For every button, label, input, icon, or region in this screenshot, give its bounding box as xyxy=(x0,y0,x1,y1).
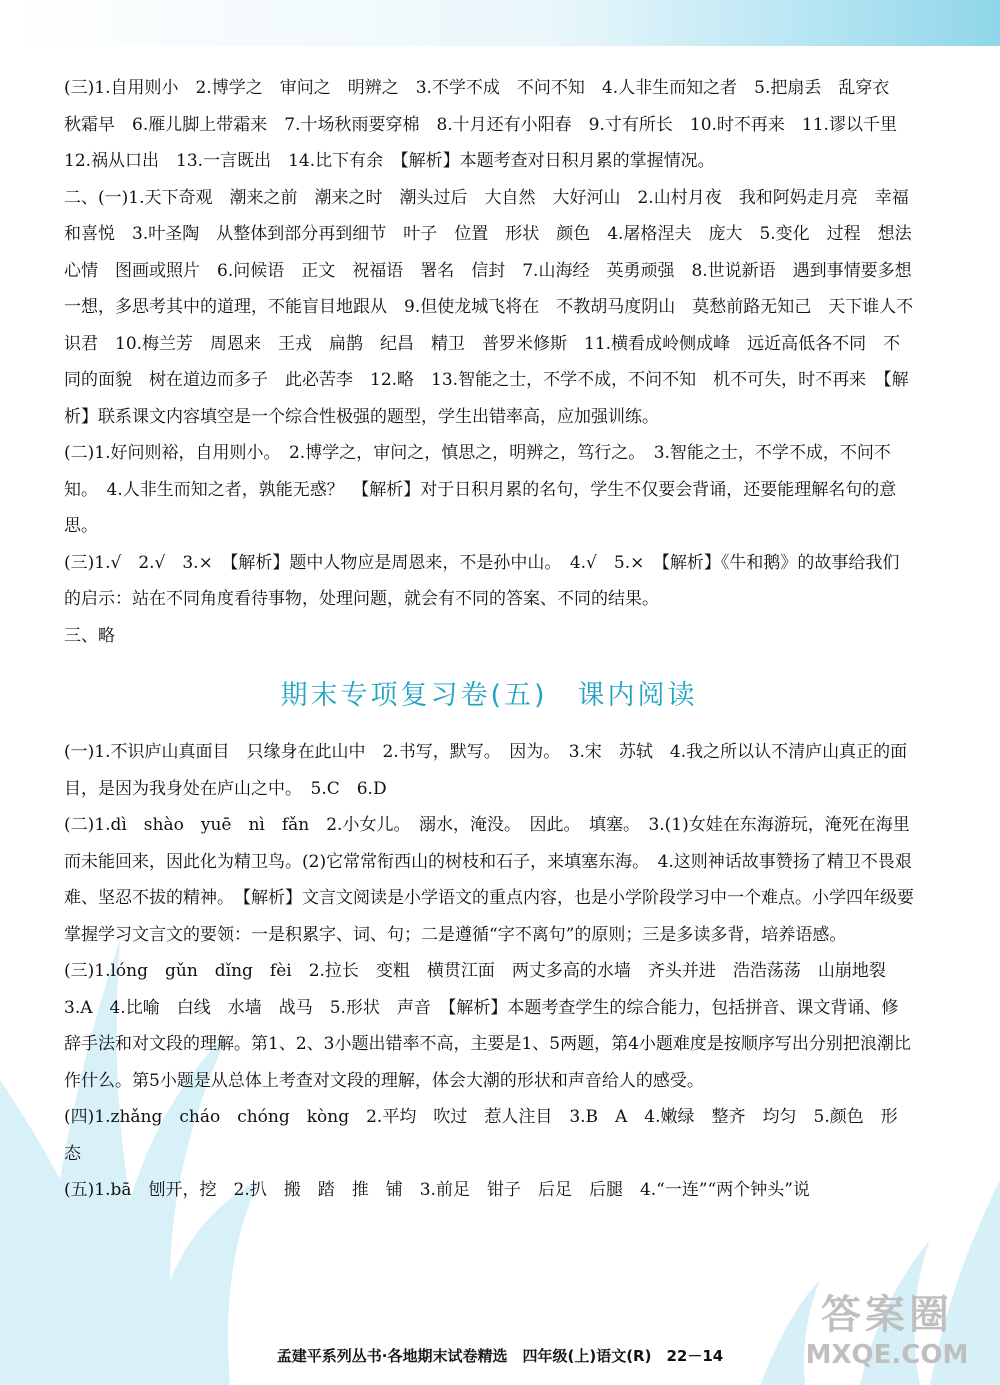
top-decoration-band xyxy=(0,0,1000,46)
answer-paragraph: (四)1.zhǎng cháo chóng kòng 2.平均 吹过 惹人注目 3.B A 4.嫩绿 整齐 均匀 5.颜色 形态 xyxy=(64,1107,898,1164)
answer-paragraph: (三)1.lóng gǔn dǐng fèi 2.拉长 变粗 横贯江面 两丈多高的水墙 齐头并进 浩浩荡荡 山崩地裂 3.A 4.比喻 白线 水墙 战马 5.形状 声音 【解析】本题考查学生的综合能力，包括拼音、课文背诵、修辞手法和对文段的理解。第1、2、3小题出错率不高，主要是1、5两题，第4小题难度是按顺序写出分别把浪潮比作什么。第5小题是从总体上考查对文段的理解，体会大潮的形状和声音给人的感受。 xyxy=(64,961,911,1091)
watermark-url: MXQE.COM xyxy=(805,1340,969,1370)
page-footer: 孟建平系列丛书·各地期末试卷精选 四年级(上)语文(R) 22－14 xyxy=(276,1347,724,1365)
watermark-logo xyxy=(792,1290,982,1380)
watermark-text: 答案圈 xyxy=(821,1292,953,1338)
answer-paragraph: (三)1.自用则小 2.博学之 审问之 明辨之 3.不学不成 不问不知 4.人非生而知之者 5.把扇丢 乱穿衣 秋霜早 6.雁儿脚上带霜来 7.十场秋雨要穿棉 8.十月还有小阳春 9.寸有所长 10.时不再来 11.谬以千里 12.祸从口出 13.一言既出 14.比下有余 【解析】本题考查对日积月累的掌握情况。 xyxy=(64,78,914,171)
answer-content xyxy=(64,70,929,1209)
answer-paragraph: (二)1.dì shào yuē nì fǎn 2.小女儿。 溺水，淹没。 因此。 填塞。 3.(1)女娃在东海游玩，淹死在海里而未能回来，因此化为精卫鸟。(2)它常常衔西山的树枝和石子，来填塞东海。 4.这则神话故事赞扬了精卫不畏艰难、坚忍不拔的精神。 【解析】文言文阅读是小学语文的重点内容，也是小学阶段学习中一个难点。小学四年级要掌握学习文言文的要领：一是积累字、词、句；二是遵循“字不离句”的原则；三是多读多背，培养语感。 xyxy=(64,815,914,945)
answer-paragraph: (五)1.bā 刨开，挖 2.扒 搬 踏 推 铺 3.前足 钳子 后足 后腿 4.“一连”“两个钟头”说 xyxy=(64,1180,810,1200)
answer-paragraph: 二、(一)1.天下奇观 潮来之前 潮来之时 潮头过后 大自然 大好河山 2.山村月夜 我和阿妈走月亮 幸福和喜悦 3.叶圣陶 从整体到部分再到细节 叶子 位置 形状 颜色 4.屠格涅夫 庞大 5.变化 过程 想法 心情 图画或照片 6.问候语 正文 祝福语 署名 信封 7.山海经 英勇顽强 8.世说新语 遇到事情要多想一想，多思考其中的道理，不能盲目地跟从 9.但使龙城飞将在 不教胡马度阴山 莫愁前路无知己 天下谁人不识君 10.梅兰芳 周恩来 王戎 扁鹊 纪昌 精卫 普罗米修斯 11.横看成岭侧成峰 远近高低各不同 不同的面貌 树在道边而多子 此必苦李 12.略 13.智能之士，不学不成，不问不知 机不可失，时不再来 【解析】联系课文内容填空是一个综合性极强的题型，学生出错率高，应加强训练。 xyxy=(64,187,929,427)
answer-paragraph: (二)1.好问则裕，自用则小。 2.博学之，审问之，慎思之，明辨之，笃行之。 3.智能之士，不学不成，不问不知。 4.人非生而知之者，孰能无惑？ 【解析】对于日积月累的名句，学生不仅要会背诵，还要能理解名句的意思。 xyxy=(64,443,897,536)
answer-paragraph: (三)1.√ 2.√ 3.× 【解析】题中人物应是周恩来，不是孙中山。 4.√ 5.× 【解析】《牛和鹅》的故事给我们的启示：站在不同角度看待事物，处理问题，就会有不同的答案、不同的结果。 xyxy=(64,552,900,609)
answer-paragraph: (一)1.不识庐山真面目 只缘身在此山中 2.书写，默写。 因为。 3.宋 苏轼 4.我之所以认不清庐山真正的面目，是因为我身处在庐山之中。 5.C 6.D xyxy=(64,742,908,799)
answer-paragraph: 三、略 xyxy=(64,625,115,646)
section-title: 期末专项复习卷(五) 课内阅读 xyxy=(280,680,698,711)
